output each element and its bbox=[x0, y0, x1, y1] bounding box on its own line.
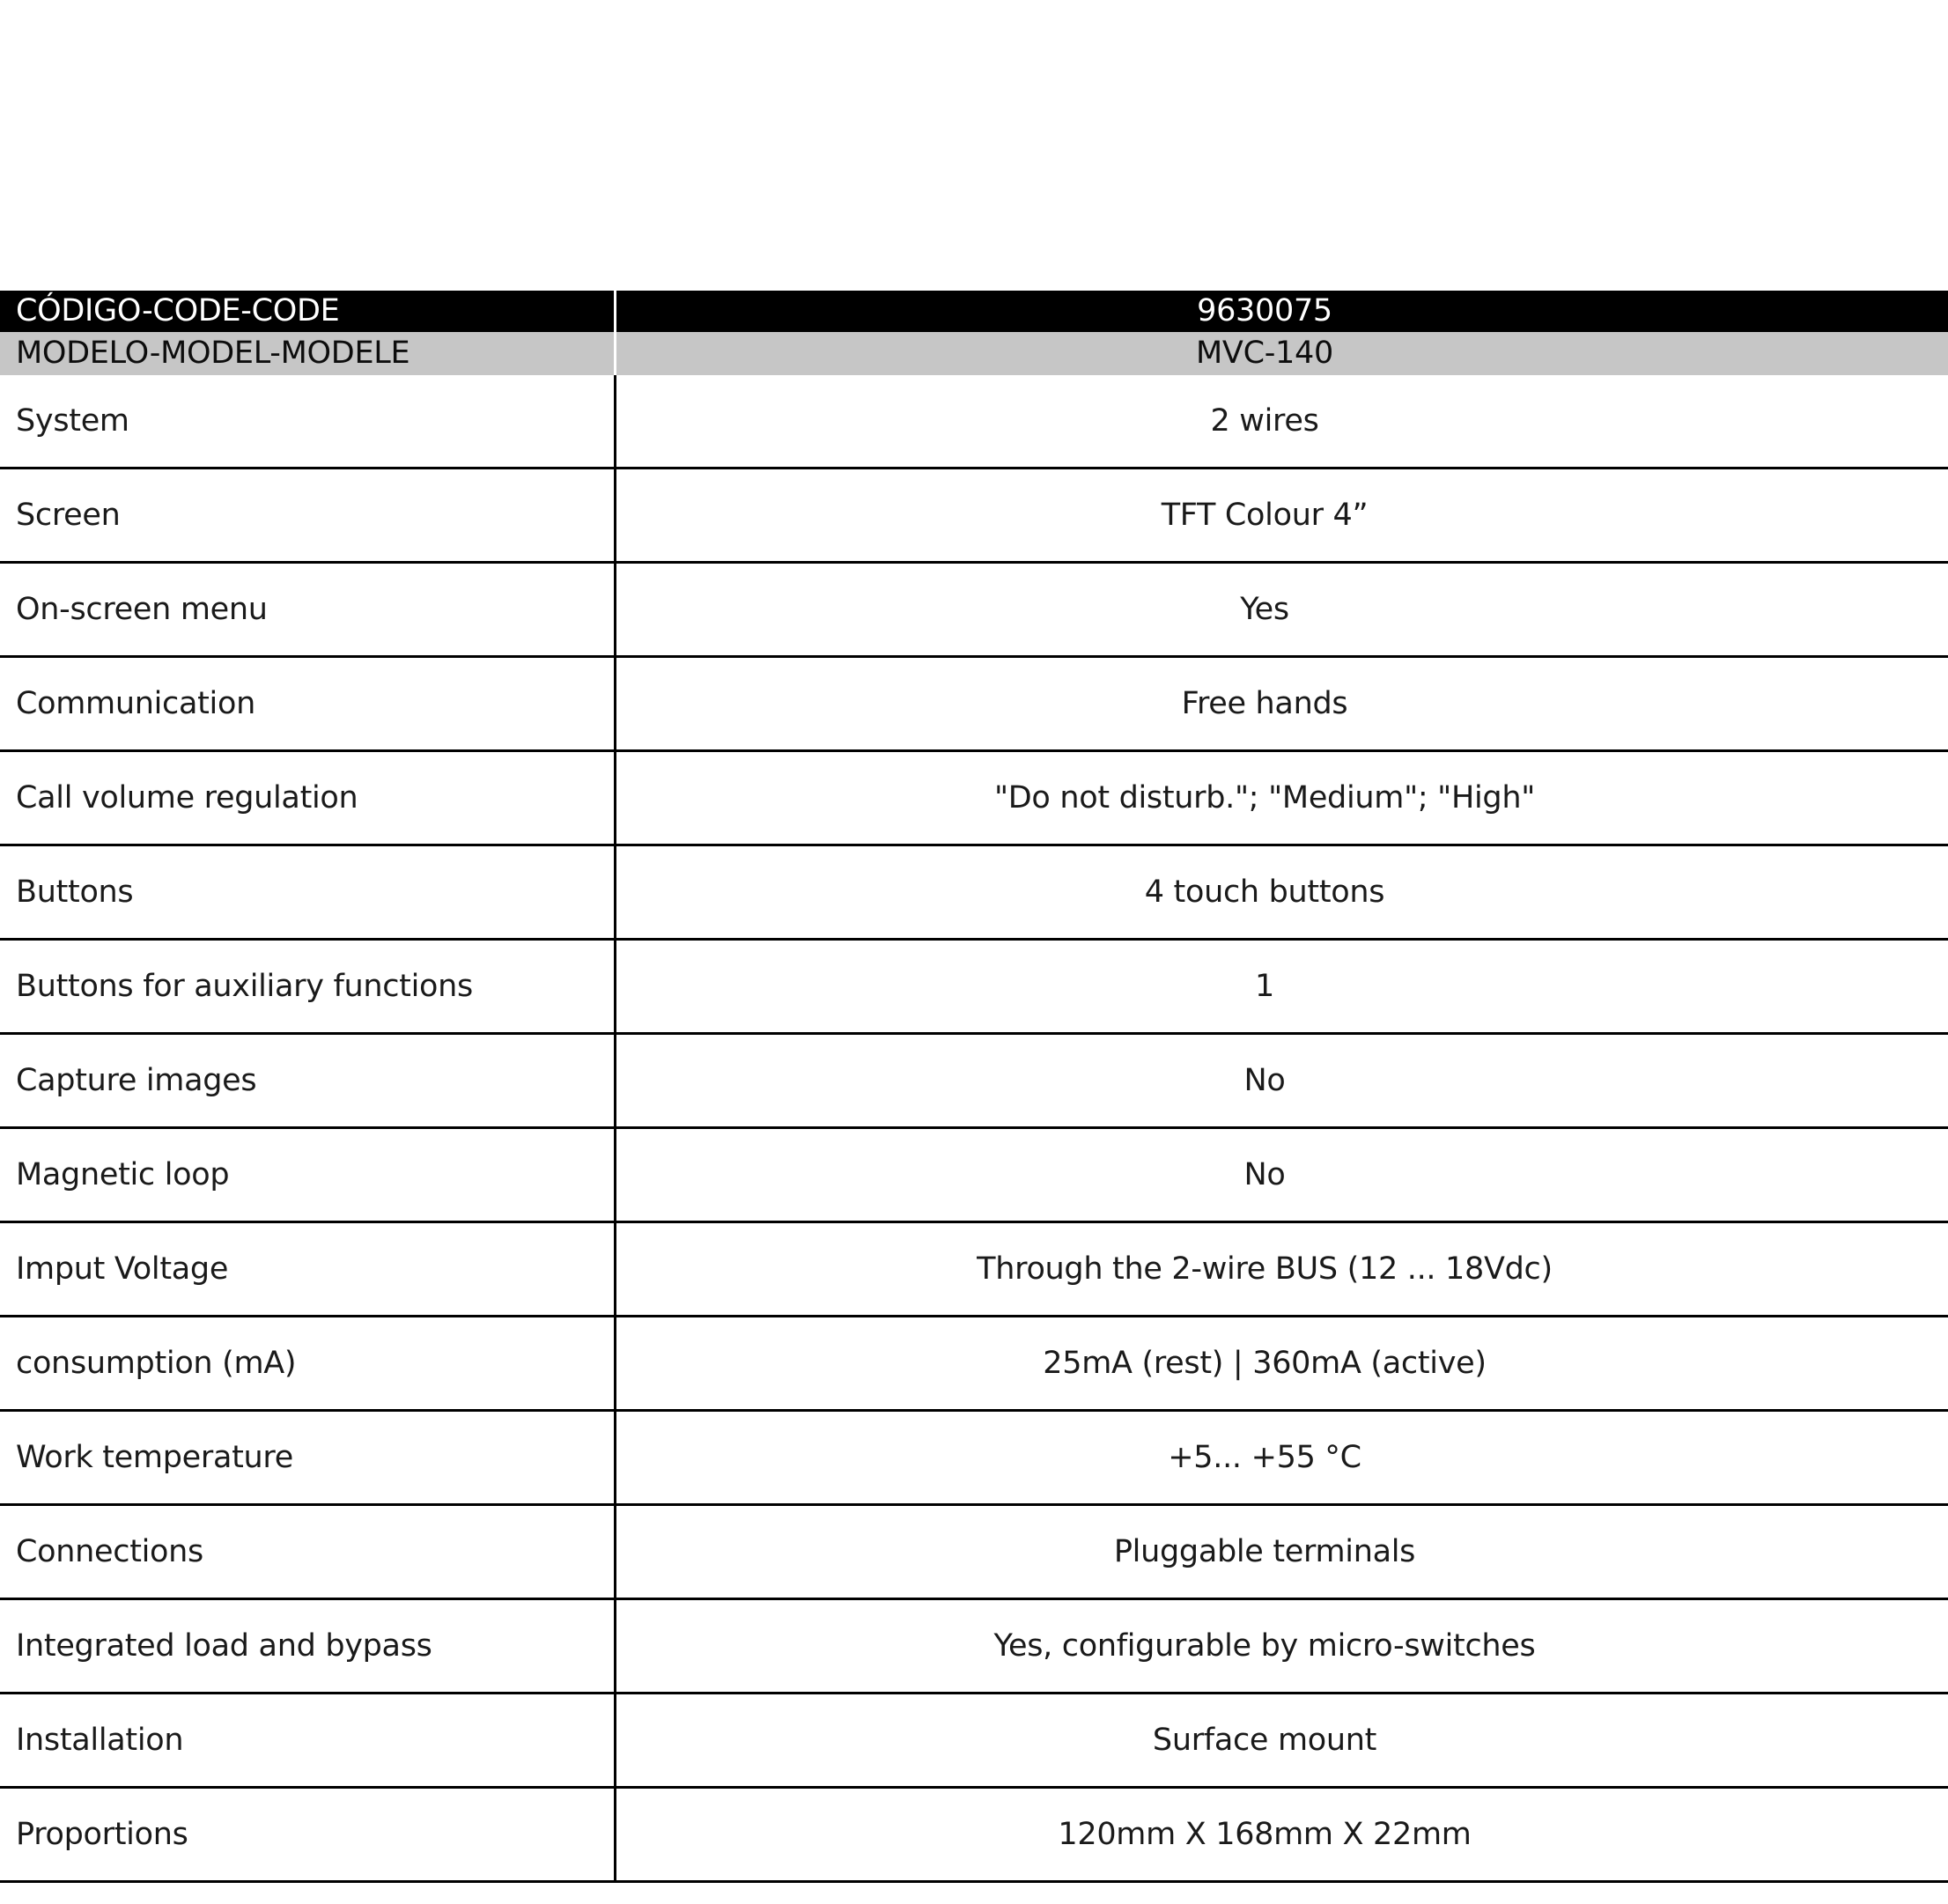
row-value: 120mm X 168mm X 22mm bbox=[1058, 1816, 1472, 1852]
row-label: Work temperature bbox=[0, 1412, 616, 1503]
row-label: Call volume regulation bbox=[0, 752, 616, 844]
header-code-label: CÓDIGO-CODE-CODE bbox=[0, 291, 616, 332]
row-label: Communication bbox=[0, 658, 616, 749]
spec-table bbox=[0, 291, 1948, 1883]
table-row bbox=[0, 1694, 1948, 1789]
row-value: 1 bbox=[1255, 968, 1274, 1004]
row-label: Magnetic loop bbox=[0, 1129, 616, 1221]
row-value: TFT Colour 4” bbox=[1161, 497, 1369, 533]
header-code-value: 9630075 bbox=[1197, 293, 1332, 329]
spec-rows-container bbox=[0, 375, 1948, 1883]
table-row bbox=[0, 1223, 1948, 1317]
table-row bbox=[0, 1129, 1948, 1223]
row-label: Integrated load and bypass bbox=[0, 1600, 616, 1692]
table-row bbox=[0, 846, 1948, 941]
row-label: Buttons bbox=[0, 846, 616, 938]
row-value: Yes, configurable by micro-switches bbox=[993, 1627, 1536, 1664]
table-row bbox=[0, 1317, 1948, 1412]
row-value: Pluggable terminals bbox=[1113, 1533, 1416, 1569]
header-row-model bbox=[0, 332, 1948, 375]
row-label: consumption (mA) bbox=[0, 1317, 616, 1409]
table-row bbox=[0, 1035, 1948, 1129]
row-value: Free hands bbox=[1181, 685, 1348, 721]
row-label: Proportions bbox=[0, 1789, 616, 1880]
table-row bbox=[0, 1506, 1948, 1600]
row-label: Screen bbox=[0, 469, 616, 561]
table-row bbox=[0, 375, 1948, 469]
table-row bbox=[0, 1412, 1948, 1506]
row-label: System bbox=[0, 375, 616, 467]
row-value: +5... +55 °C bbox=[1168, 1439, 1361, 1475]
table-row bbox=[0, 564, 1948, 658]
row-label: Installation bbox=[0, 1694, 616, 1786]
table-row bbox=[0, 658, 1948, 752]
row-label: On-screen menu bbox=[0, 564, 616, 655]
row-value: 25mA (rest) | 360mA (active) bbox=[1043, 1345, 1487, 1381]
table-row bbox=[0, 469, 1948, 564]
row-value: 4 touch buttons bbox=[1144, 874, 1385, 910]
table-row bbox=[0, 941, 1948, 1035]
table-row bbox=[0, 752, 1948, 846]
row-label: Buttons for auxiliary functions bbox=[0, 941, 616, 1032]
row-label: Connections bbox=[0, 1506, 616, 1598]
row-label: Imput Voltage bbox=[0, 1223, 616, 1315]
row-value: 2 wires bbox=[1210, 402, 1319, 439]
table-row bbox=[0, 1789, 1948, 1883]
header-model-label: MODELO-MODEL-MODELE bbox=[0, 332, 616, 375]
table-row bbox=[0, 1600, 1948, 1694]
header-model-value: MVC-140 bbox=[1196, 336, 1333, 372]
row-value: Through the 2-wire BUS (12 ... 18Vdc) bbox=[977, 1251, 1553, 1287]
row-value: No bbox=[1243, 1156, 1286, 1192]
header-row-code bbox=[0, 291, 1948, 332]
row-value: Surface mount bbox=[1152, 1722, 1377, 1758]
row-value: "Do not disturb."; "Medium"; "High" bbox=[993, 779, 1536, 815]
row-label: Capture images bbox=[0, 1035, 616, 1126]
row-value: No bbox=[1243, 1062, 1286, 1098]
row-value: Yes bbox=[1240, 591, 1289, 627]
